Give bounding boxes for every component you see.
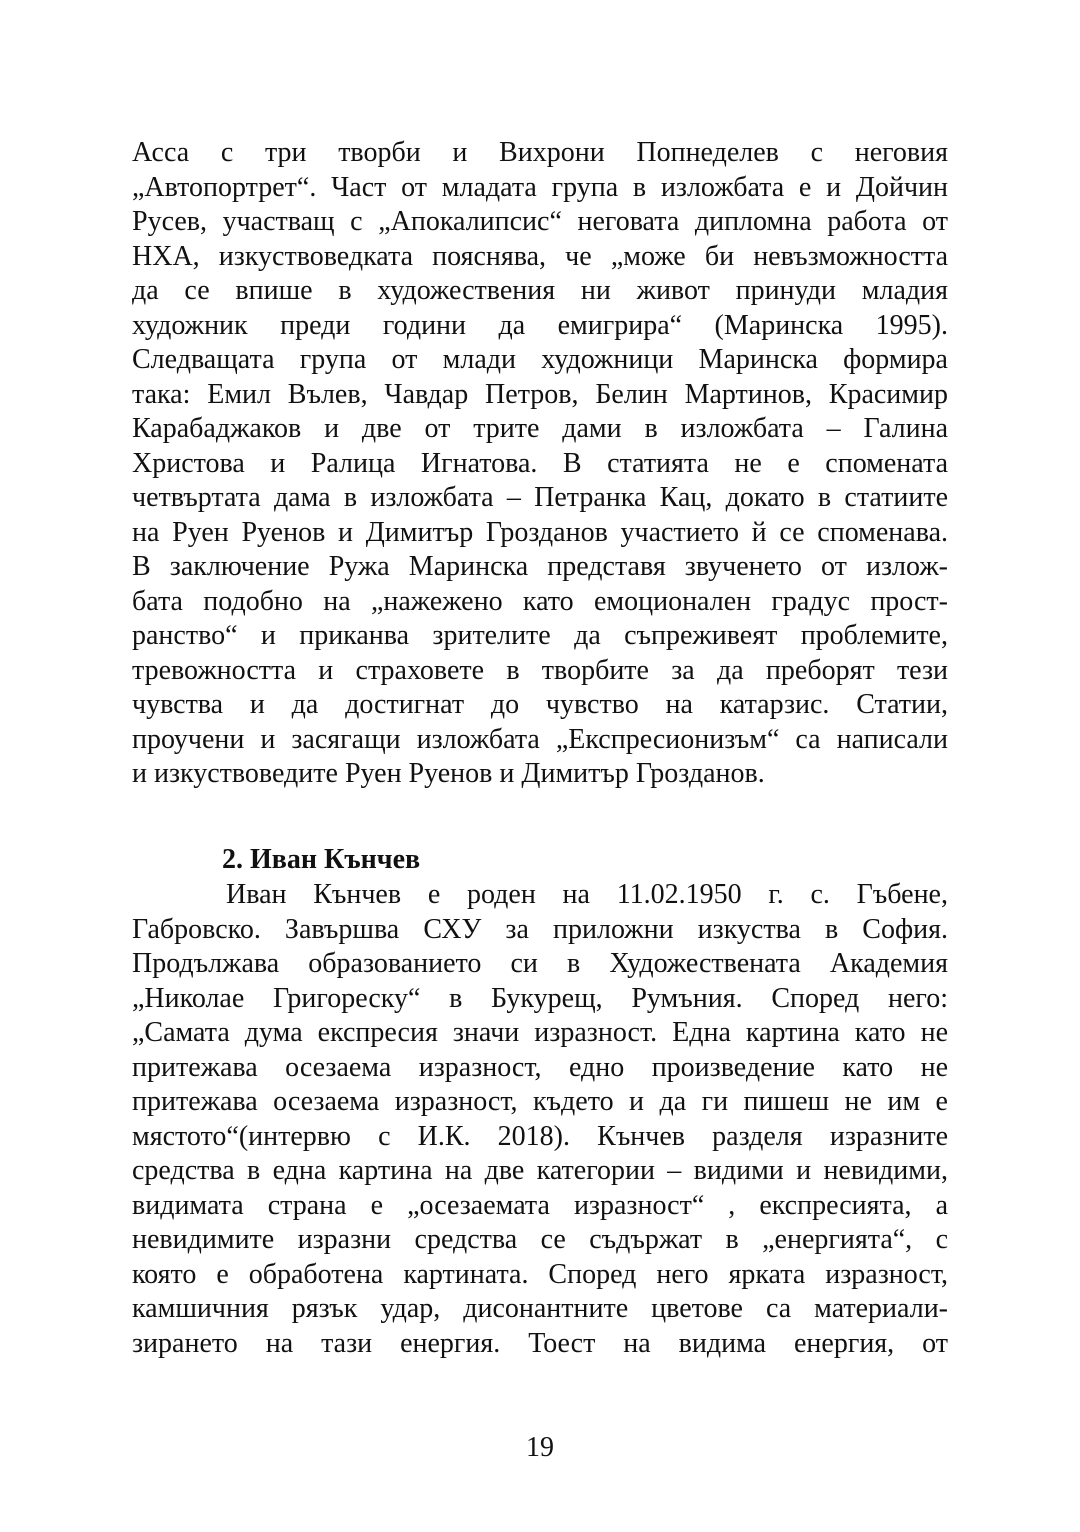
text-line: да се впише в художествения ни живот принуди младия — [132, 275, 948, 306]
text-line: „Николае Григореску“ в Букурещ, Румъния. Според него: — [132, 982, 948, 1014]
text-line: средства в една картина на две категории – видими и невидими, — [132, 1155, 948, 1186]
text-line: мястото“(интервю с И.К. 2018). Кънчев разделя изразните — [132, 1120, 948, 1152]
text-line: Христова и Ралица Игнатова. В статията не е спомената — [132, 447, 948, 479]
paragraph-ivan-kanchev — [132, 878, 948, 1361]
text-line: на Руен Руенов и Димитър Грозданов участието й се споменава. — [132, 516, 948, 548]
text-line: и изкуствоведите Руен Руенов и Димитър Грозданов. — [132, 758, 765, 789]
text-line: четвъртата дама в изложбата – Петранка Кац, докато в статиите — [132, 482, 948, 513]
text-line: ранство“ и приканва зрителите да съпреживеят проблемите, — [132, 620, 948, 651]
text-line: така: Емил Вълев, Чавдар Петров, Белин Мартинов, Красимир — [132, 378, 948, 410]
text-line: Карабаджаков и две от трите дами в изложбата – Галина — [132, 413, 948, 444]
text-line: камшичния рязък удар, дисонантните цветове са материали- — [132, 1293, 948, 1324]
text-line: бата подобно на „нажежено като емоционален градус прост- — [132, 585, 948, 617]
text-line: зирането на тази енергия. Тоест на видима енергия, от — [132, 1327, 948, 1359]
text-line: НХА, изкуствоведката пояснява, че „може би невъзможността — [132, 240, 948, 272]
text-line: В заключение Ружа Маринска представя звученето от излож- — [132, 551, 948, 582]
text-line: видимата страна е „осезаемата изразност“ , експресията, а — [132, 1189, 948, 1221]
text-line: притежава осезаема изразност, където и да ги пишеш не им е — [132, 1086, 948, 1117]
text-line: „Автопортрет“. Част от младата група в изложбата е и Дойчин — [132, 171, 948, 203]
text-line: Русев, участващ с „Апокалипсис“ неговата дипломна работа от — [132, 206, 948, 237]
paragraph-expressionism-exhibition — [132, 136, 948, 792]
text-line: художник преди години да емигрира“ (Маринска 1995). — [132, 309, 948, 341]
page-number: 19 — [526, 1432, 554, 1463]
text-line: чувства и да достигнат до чувство на катарзис. Статии, — [132, 689, 948, 720]
text-line: Продължава образованието си в Художествената Академия — [132, 948, 948, 979]
text-line: тревожността и страховете в творбите за да преборят тези — [132, 654, 948, 686]
text-line-indented: Иван Кънчев е роден на 11.02.1950 г. с. Гъбене, — [226, 879, 948, 910]
text-line: която е обработена картината. Според него ярката изразност, — [132, 1258, 948, 1290]
text-line: „Самата дума експресия значи изразност. Една картина като не — [132, 1017, 948, 1048]
text-line: проучени и засягащи изложбата „Експресионизъм“ са написали — [132, 723, 948, 755]
text-line: Габровско. Завършва СХУ за приложни изкуства в София. — [132, 913, 948, 945]
text-line: невидимите изразни средства се съдържат в „енергията“, с — [132, 1224, 948, 1255]
text-line: Асса с три творби и Вихрони Попнеделев с неговия — [132, 137, 948, 168]
section-heading: 2. Иван Кънчев — [222, 844, 421, 875]
text-line: Следващата група от млади художници Маринска формира — [132, 344, 948, 375]
text-line: притежава осезаема изразност, едно произведение като не — [132, 1051, 948, 1083]
